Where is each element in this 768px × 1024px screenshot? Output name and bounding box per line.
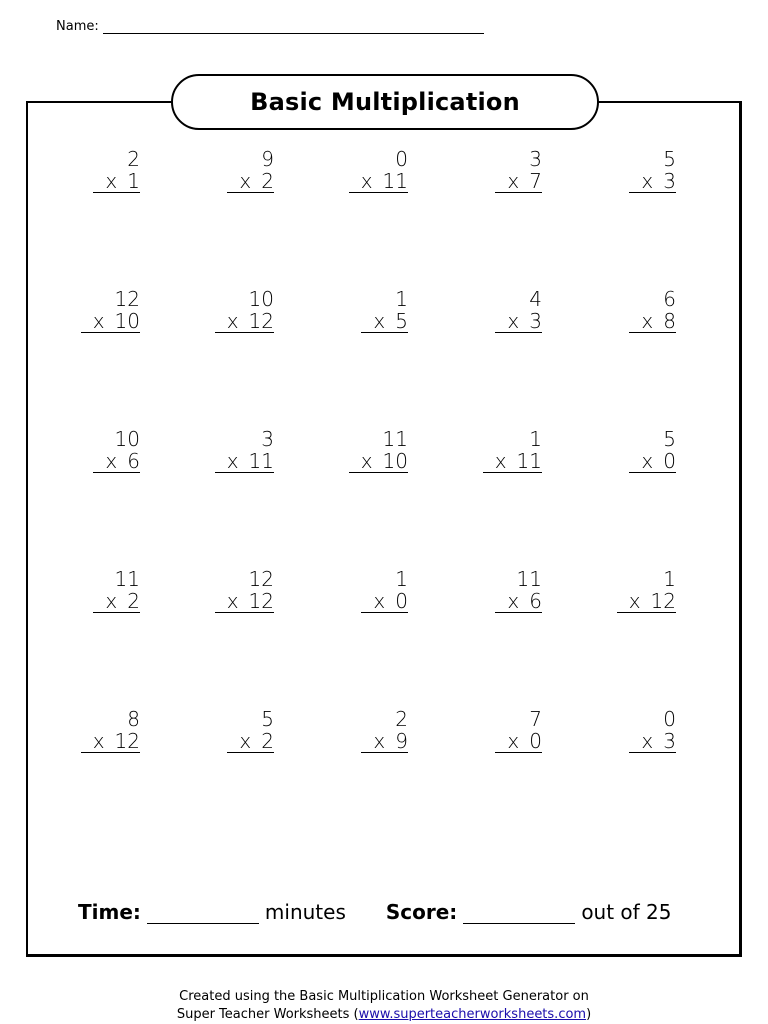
time-label: Time: bbox=[78, 900, 141, 924]
times-operator: x bbox=[239, 729, 252, 753]
times-operator: x bbox=[494, 449, 507, 473]
multiplication-problem bbox=[20, 428, 140, 474]
times-operator: x bbox=[641, 169, 654, 193]
multiplicand: 11 bbox=[114, 567, 140, 591]
worksheet-title: Basic Multiplication bbox=[250, 88, 520, 116]
multiplicand: 3 bbox=[261, 427, 274, 451]
multiplicand: 1 bbox=[663, 567, 676, 591]
multiplier: 11 bbox=[516, 449, 542, 473]
times-operator: x bbox=[641, 449, 654, 473]
multiplier: 10 bbox=[114, 309, 140, 333]
multiplier-line bbox=[93, 450, 140, 473]
multiplier: 11 bbox=[382, 169, 408, 193]
multiplicand: 8 bbox=[127, 707, 140, 731]
multiplier: 12 bbox=[114, 729, 140, 753]
multiplication-problem bbox=[422, 148, 542, 194]
multiplier: 11 bbox=[248, 449, 274, 473]
multiplier: 3 bbox=[663, 729, 676, 753]
multiplier-line bbox=[93, 590, 140, 613]
multiplication-problem bbox=[422, 568, 542, 614]
times-operator: x bbox=[507, 169, 520, 193]
multiplier: 2 bbox=[261, 729, 274, 753]
multiplier-line bbox=[215, 450, 274, 473]
worksheet-frame bbox=[26, 101, 742, 957]
credits-suffix: ) bbox=[586, 1007, 592, 1022]
multiplication-problem bbox=[556, 148, 676, 194]
multiplicand: 3 bbox=[529, 147, 542, 171]
credits bbox=[0, 988, 768, 1024]
footer-time-score bbox=[78, 900, 672, 924]
credits-prefix: Super Teacher Worksheets ( bbox=[176, 1007, 359, 1022]
multiplication-problem bbox=[422, 288, 542, 334]
multiplicand: 10 bbox=[248, 287, 274, 311]
multiplier: 0 bbox=[529, 729, 542, 753]
multiplicand: 5 bbox=[663, 427, 676, 451]
multiplier-line bbox=[495, 590, 542, 613]
multiplication-problem bbox=[20, 568, 140, 614]
multiplication-problem bbox=[556, 708, 676, 754]
times-operator: x bbox=[641, 729, 654, 753]
multiplier-line bbox=[81, 730, 140, 753]
times-operator: x bbox=[373, 309, 386, 333]
multiplier-line bbox=[629, 170, 676, 193]
times-operator: x bbox=[360, 449, 373, 473]
multiplier-line bbox=[483, 450, 542, 473]
times-operator: x bbox=[360, 169, 373, 193]
multiplicand: 9 bbox=[261, 147, 274, 171]
multiplier: 10 bbox=[382, 449, 408, 473]
times-operator: x bbox=[507, 729, 520, 753]
times-operator: x bbox=[105, 169, 118, 193]
multiplicand: 7 bbox=[529, 707, 542, 731]
multiplication-problem bbox=[20, 708, 140, 754]
multiplier: 0 bbox=[663, 449, 676, 473]
score-label: Score: bbox=[385, 900, 458, 924]
multiplication-problem bbox=[556, 568, 676, 614]
times-operator: x bbox=[92, 729, 105, 753]
multiplicand: 0 bbox=[663, 707, 676, 731]
times-operator: x bbox=[641, 309, 654, 333]
title-banner bbox=[171, 74, 599, 130]
multiplication-problem bbox=[422, 708, 542, 754]
multiplicand: 5 bbox=[663, 147, 676, 171]
times-operator: x bbox=[239, 169, 252, 193]
multiplication-problem bbox=[20, 148, 140, 194]
multiplicand: 4 bbox=[529, 287, 542, 311]
multiplication-problem bbox=[154, 288, 274, 334]
name-blank-line[interactable] bbox=[103, 19, 484, 34]
multiplicand: 10 bbox=[114, 427, 140, 451]
multiplier-line bbox=[215, 590, 274, 613]
multiplicand: 11 bbox=[516, 567, 542, 591]
times-operator: x bbox=[226, 589, 239, 613]
website-link[interactable]: www.superteacherworksheets.com bbox=[358, 1007, 587, 1022]
out-of-label: out of 25 bbox=[581, 900, 672, 924]
times-operator: x bbox=[105, 449, 118, 473]
multiplier: 9 bbox=[395, 729, 408, 753]
multiplier: 0 bbox=[395, 589, 408, 613]
credits-line-1: Created using the Basic Multiplication Worksheet Generator on bbox=[179, 989, 589, 1004]
times-operator: x bbox=[373, 589, 386, 613]
multiplier: 12 bbox=[650, 589, 676, 613]
multiplicand: 1 bbox=[395, 567, 408, 591]
multiplier-line bbox=[617, 590, 676, 613]
multiplication-problem bbox=[154, 708, 274, 754]
multiplicand: 11 bbox=[382, 427, 408, 451]
times-operator: x bbox=[105, 589, 118, 613]
multiplication-problem bbox=[288, 708, 408, 754]
multiplier: 1 bbox=[127, 169, 140, 193]
multiplier: 12 bbox=[248, 309, 274, 333]
multiplier-line bbox=[349, 170, 408, 193]
multiplication-problem bbox=[288, 148, 408, 194]
multiplicand: 5 bbox=[261, 707, 274, 731]
multiplication-problem bbox=[288, 428, 408, 474]
multiplier: 3 bbox=[529, 309, 542, 333]
minutes-label: minutes bbox=[264, 900, 346, 924]
multiplier-line bbox=[93, 170, 140, 193]
multiplier-line bbox=[227, 170, 274, 193]
multiplier-line bbox=[629, 730, 676, 753]
multiplier: 6 bbox=[127, 449, 140, 473]
multiplier-line bbox=[495, 730, 542, 753]
name-label: Name: bbox=[56, 19, 99, 34]
multiplier: 6 bbox=[529, 589, 542, 613]
multiplicand: 12 bbox=[248, 567, 274, 591]
time-blank[interactable] bbox=[147, 907, 259, 924]
multiplier-line bbox=[361, 310, 408, 333]
multiplier-line bbox=[629, 310, 676, 333]
multiplier: 7 bbox=[529, 169, 542, 193]
multiplicand: 6 bbox=[663, 287, 676, 311]
multiplier: 2 bbox=[127, 589, 140, 613]
times-operator: x bbox=[628, 589, 641, 613]
multiplier: 12 bbox=[248, 589, 274, 613]
multiplicand: 0 bbox=[395, 147, 408, 171]
multiplication-problem bbox=[288, 288, 408, 334]
multiplication-problem bbox=[154, 148, 274, 194]
multiplication-problem bbox=[20, 288, 140, 334]
multiplicand: 2 bbox=[395, 707, 408, 731]
times-operator: x bbox=[92, 309, 105, 333]
multiplication-problem bbox=[288, 568, 408, 614]
times-operator: x bbox=[507, 589, 520, 613]
multiplier: 2 bbox=[261, 169, 274, 193]
multiplier-line bbox=[349, 450, 408, 473]
multiplicand: 2 bbox=[127, 147, 140, 171]
times-operator: x bbox=[507, 309, 520, 333]
times-operator: x bbox=[373, 729, 386, 753]
multiplicand: 1 bbox=[395, 287, 408, 311]
multiplication-problem bbox=[422, 428, 542, 474]
multiplier-line bbox=[629, 450, 676, 473]
times-operator: x bbox=[226, 449, 239, 473]
multiplier-line bbox=[495, 310, 542, 333]
multiplier-line bbox=[215, 310, 274, 333]
multiplication-problem bbox=[556, 288, 676, 334]
multiplier-line bbox=[81, 310, 140, 333]
score-blank[interactable] bbox=[463, 907, 575, 924]
name-field-row bbox=[56, 19, 484, 34]
multiplier-line bbox=[495, 170, 542, 193]
multiplication-problem bbox=[556, 428, 676, 474]
multiplier-line bbox=[361, 730, 408, 753]
multiplier: 8 bbox=[663, 309, 676, 333]
multiplicand: 1 bbox=[529, 427, 542, 451]
multiplicand: 12 bbox=[114, 287, 140, 311]
multiplication-problem bbox=[154, 428, 274, 474]
multiplier: 5 bbox=[395, 309, 408, 333]
multiplier-line bbox=[227, 730, 274, 753]
multiplier-line bbox=[361, 590, 408, 613]
multiplication-problem bbox=[154, 568, 274, 614]
multiplier: 3 bbox=[663, 169, 676, 193]
credits-line-2 bbox=[0, 1006, 768, 1024]
times-operator: x bbox=[226, 309, 239, 333]
